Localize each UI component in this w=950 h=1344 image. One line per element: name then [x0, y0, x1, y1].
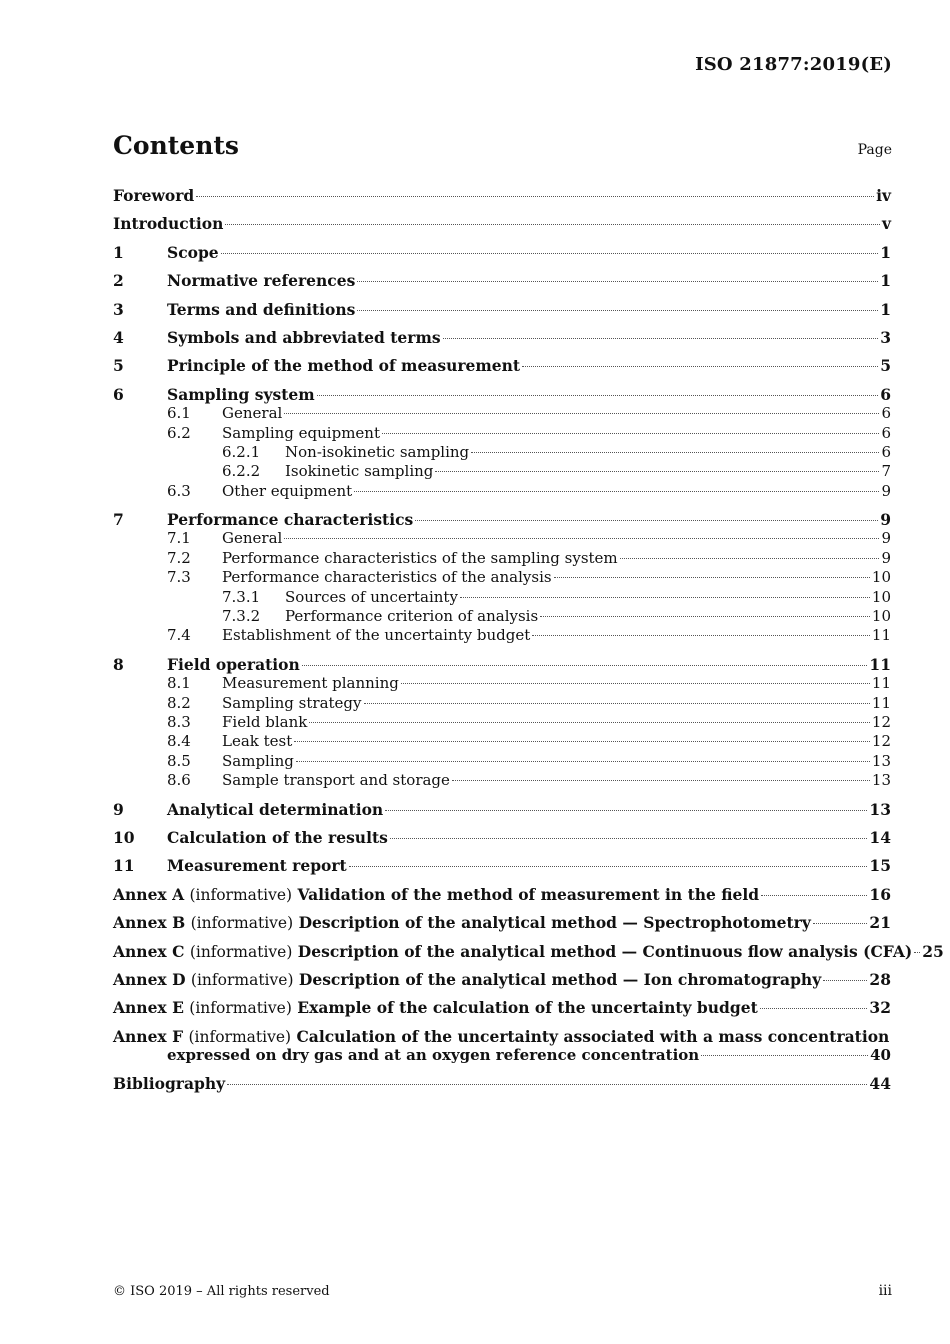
- toc-entry[interactable]: [113, 549, 891, 568]
- toc-entry-number: 3: [113, 299, 124, 319]
- annex-label: Annex B: [113, 913, 186, 933]
- toc-entry[interactable]: [113, 607, 891, 626]
- toc-entry-number: 4: [113, 327, 124, 347]
- toc-entry[interactable]: [113, 328, 891, 347]
- dot-leader: [813, 923, 868, 924]
- toc-entry-number: 8.6: [167, 771, 191, 790]
- toc-entry[interactable]: [113, 186, 891, 205]
- toc-entry-page: 9: [880, 510, 891, 530]
- dot-leader: [227, 1084, 867, 1085]
- dot-leader: [225, 224, 880, 225]
- toc-entry-title: Scope: [167, 242, 219, 262]
- toc-entry-title: Principle of the method of measurement: [167, 356, 521, 376]
- annex-label: Annex E: [113, 998, 184, 1018]
- toc-entry-number: 8.3: [167, 712, 191, 731]
- dot-leader: [620, 558, 880, 559]
- toc-entry-page: 6: [881, 442, 891, 461]
- dot-leader: [294, 741, 870, 742]
- dot-leader: [296, 761, 870, 762]
- toc-entry-title: Performance criterion of analysis: [285, 607, 539, 626]
- toc-entry-page: 12: [871, 712, 891, 731]
- toc-entry-title: Symbols and abbreviated terms: [167, 327, 441, 347]
- toc-entry-title: Performance characteristics of the sampling system: [222, 548, 618, 567]
- dot-leader: [284, 413, 879, 414]
- toc-entry[interactable]: [113, 404, 891, 423]
- annex-informative-tag: (informative): [189, 942, 293, 961]
- toc-entry[interactable]: [113, 510, 891, 529]
- toc-entry-page: v: [881, 214, 891, 234]
- annex-entry-page: 32: [869, 998, 891, 1018]
- annex-label: Annex C: [113, 941, 185, 961]
- toc-entry[interactable]: [113, 482, 891, 501]
- bibliography-title: Bibliography: [113, 1074, 226, 1094]
- toc-entry-title: Other equipment: [222, 481, 353, 500]
- dot-leader: [401, 683, 870, 684]
- toc-entry-page: 11: [871, 693, 891, 712]
- toc-entry-title: Sampling system: [167, 384, 315, 404]
- annex-title: Description of the analytical method — Spectrophotometry: [298, 913, 811, 933]
- toc-entry-number: 7.3.2: [222, 607, 261, 626]
- toc-entry-page: 1: [880, 299, 891, 319]
- toc-entry-title: Measurement report: [167, 856, 347, 876]
- toc-entry-number: 8: [113, 654, 124, 674]
- dot-leader: [443, 338, 879, 339]
- toc-entry-page: 5: [880, 356, 891, 376]
- toc-entry-page: 9: [881, 548, 891, 567]
- dot-leader: [460, 597, 870, 598]
- contents-heading: Contents: [113, 131, 240, 160]
- annex-title-line1: Calculation of the uncertainty associated with a mass concentration: [296, 1026, 890, 1046]
- toc-entry-number: 8.5: [167, 751, 191, 770]
- toc-entry-number: 6: [113, 384, 124, 404]
- toc-entry-page: 6: [881, 423, 891, 442]
- toc-entry-number: 9: [113, 799, 124, 819]
- toc-entry-number: 8.2: [167, 693, 191, 712]
- toc-entry-page: 10: [871, 587, 891, 606]
- dot-leader: [435, 471, 879, 472]
- toc-entry[interactable]: [113, 462, 891, 481]
- toc-entry-number: 8.1: [167, 674, 191, 693]
- annex-label: Annex D: [113, 969, 186, 989]
- toc-entry-page: 10: [871, 568, 891, 587]
- annex-label: Annex A: [113, 884, 185, 904]
- page-column-label: Page: [857, 142, 892, 158]
- toc-entry-title: Isokinetic sampling: [285, 462, 434, 481]
- annex-title: Example of the calculation of the uncertainty budget: [297, 998, 758, 1018]
- annex-entry-page: 16: [869, 884, 891, 904]
- dot-leader: [415, 520, 878, 521]
- annex-title: Description of the analytical method — Continuous flow analysis (CFA): [297, 941, 913, 961]
- dot-leader: [364, 703, 870, 704]
- dot-leader: [823, 980, 867, 981]
- dot-leader: [349, 866, 868, 867]
- toc-entry[interactable]: [113, 828, 891, 847]
- dot-leader: [452, 780, 870, 781]
- toc-entry[interactable]: [113, 752, 891, 771]
- annex-entry-title-group: [113, 913, 811, 933]
- toc-entry-number: 8.4: [167, 732, 191, 751]
- toc-entry-number: 7.3: [167, 568, 191, 587]
- toc-entry-number: 5: [113, 356, 124, 376]
- toc-entry-page: 11: [871, 674, 891, 693]
- dot-leader: [354, 491, 879, 492]
- footer-page-number: iii: [878, 1283, 892, 1299]
- dot-leader: [317, 395, 879, 396]
- toc-entry-title: Terms and definitions: [167, 299, 356, 319]
- toc-entry-title: General: [222, 529, 283, 548]
- dot-leader: [532, 635, 870, 636]
- toc-entry-title: Non-isokinetic sampling: [285, 442, 470, 461]
- toc-entry-page: 15: [869, 856, 891, 876]
- toc-entry-page: 13: [871, 771, 891, 790]
- annex-label: Annex F: [113, 1026, 184, 1046]
- annex-informative-tag: (informative): [189, 999, 292, 1018]
- annex-title-line2: expressed on dry gas and at an oxygen reference concentration: [167, 1046, 700, 1065]
- toc-entry-title: Leak test: [222, 732, 293, 751]
- annex-informative-tag: (informative): [190, 970, 294, 989]
- annex-entry-page: 40: [870, 1046, 891, 1065]
- toc-entry-number: 7.4: [167, 626, 191, 645]
- toc-entry-title: Performance characteristics: [167, 510, 414, 530]
- toc-entry-page: 3: [880, 327, 891, 347]
- toc-entry[interactable]: [113, 529, 891, 548]
- toc-entry-number: 6.2.2: [222, 462, 261, 481]
- toc-entry-page: 14: [869, 827, 891, 847]
- toc-entry-page: 6: [880, 384, 891, 404]
- toc-entry[interactable]: [113, 800, 891, 819]
- annex-entry[interactable]: [113, 998, 891, 1017]
- dot-leader: [385, 810, 867, 811]
- annex-entry[interactable]: [113, 885, 891, 904]
- toc-entry-number: 6.3: [167, 481, 191, 500]
- toc-entry[interactable]: [113, 626, 891, 645]
- toc-entry[interactable]: [113, 300, 891, 319]
- annex-entry-page: 21: [869, 913, 891, 933]
- dot-leader: [357, 281, 878, 282]
- toc-entry[interactable]: [113, 655, 891, 674]
- toc-entry-title: General: [222, 404, 283, 423]
- footer-copyright: © ISO 2019 – All rights reserved: [113, 1284, 330, 1299]
- dot-leader: [554, 577, 870, 578]
- toc-entry[interactable]: [113, 674, 891, 693]
- toc-entry-title: Sampling equipment: [222, 423, 380, 442]
- annex-entry-title-group: [113, 970, 821, 990]
- toc-entry-number: 2: [113, 271, 124, 291]
- toc-entry-title: Sources of uncertainty: [285, 587, 458, 606]
- dot-leader: [196, 196, 874, 197]
- toc-entry-page: 11: [871, 626, 891, 645]
- toc-entry-page: 10: [871, 607, 891, 626]
- dot-leader: [284, 538, 879, 539]
- toc-entry-page: 1: [880, 271, 891, 291]
- toc-entry-title: Measurement planning: [222, 674, 399, 693]
- annex-title: Validation of the method of measurement in the field: [297, 884, 760, 904]
- toc-entry-number: 6.2: [167, 423, 191, 442]
- toc-entry-number: 10: [113, 827, 135, 847]
- toc-entry-number: 7.1: [167, 529, 191, 548]
- toc-entry-page: iv: [876, 186, 891, 205]
- toc-entry-page: 11: [869, 654, 891, 674]
- bibliography-page: 44: [869, 1074, 891, 1094]
- toc-entry-title: Foreword: [113, 186, 195, 205]
- toc-entry-number: 7.3.1: [222, 587, 261, 606]
- toc-entry[interactable]: [113, 385, 891, 404]
- toc-entry[interactable]: [113, 568, 891, 587]
- dot-leader: [302, 665, 868, 666]
- annex-entry-title-group: [113, 942, 912, 962]
- annex-informative-tag: (informative): [190, 914, 294, 933]
- annex-title-line1-group: [113, 1027, 891, 1046]
- toc-entry-page: 9: [881, 529, 891, 548]
- annex-entry-page: 28: [869, 969, 891, 989]
- toc-entry-number: 7: [113, 510, 124, 530]
- toc-entry-page: 9: [881, 481, 891, 500]
- toc-entry-title: Analytical determination: [167, 799, 384, 819]
- dot-leader: [540, 616, 870, 617]
- dot-leader: [390, 838, 868, 839]
- dot-leader: [357, 310, 878, 311]
- dot-leader: [760, 1008, 868, 1009]
- bibliography-entry[interactable]: [113, 1074, 891, 1093]
- annex-informative-tag: (informative): [189, 885, 293, 904]
- annex-entry-title-group: [113, 998, 758, 1018]
- toc-entry-page: 13: [871, 751, 891, 770]
- toc-entry-title: Sampling: [222, 751, 294, 770]
- toc-entry[interactable]: [113, 694, 891, 713]
- toc-entry[interactable]: [113, 214, 891, 233]
- annex-entry[interactable]: [113, 970, 891, 989]
- toc-entry-number: 7.2: [167, 548, 191, 567]
- toc-entry-page: 13: [869, 799, 891, 819]
- toc-entry-title: Normative references: [167, 271, 356, 291]
- toc-entry-number: 6.1: [167, 404, 191, 423]
- annex-title: Description of the analytical method — Ion chromatography: [298, 969, 822, 989]
- toc-entry-title: Sample transport and storage: [222, 771, 450, 790]
- toc-entry-title: Sampling strategy: [222, 693, 362, 712]
- dot-leader: [471, 452, 879, 453]
- dot-leader: [914, 952, 920, 953]
- toc-entry[interactable]: [113, 424, 891, 443]
- document-id: ISO 21877:2019(E): [695, 54, 892, 75]
- dot-leader: [221, 253, 879, 254]
- toc-entry[interactable]: [113, 713, 891, 732]
- toc-entry[interactable]: [113, 771, 891, 790]
- toc-entry-page: 12: [871, 732, 891, 751]
- annex-entry[interactable]: [113, 1027, 891, 1066]
- toc-entry-title: Performance characteristics of the analysis: [222, 568, 552, 587]
- annex-entry-title-group: [113, 885, 759, 905]
- dot-leader: [382, 433, 879, 434]
- annex-entry[interactable]: [113, 941, 944, 961]
- dot-leader: [761, 895, 867, 896]
- toc-entry-page: 6: [881, 404, 891, 423]
- toc-entry-title: Field blank: [222, 712, 308, 731]
- toc-entry-page: 1: [880, 242, 891, 262]
- dot-leader: [522, 366, 878, 367]
- annex-entry[interactable]: [113, 913, 891, 932]
- toc-entry[interactable]: [113, 356, 891, 375]
- toc-entry-page: 7: [881, 462, 891, 481]
- dot-leader: [309, 722, 870, 723]
- table-of-contents: [113, 186, 944, 1094]
- toc-entry-title: Establishment of the uncertainty budget: [222, 626, 531, 645]
- annex-title-line2-row: [113, 1046, 891, 1065]
- annex-informative-tag: (informative): [188, 1027, 292, 1046]
- toc-entry-title: Introduction: [113, 214, 224, 234]
- toc-entry[interactable]: [113, 271, 891, 290]
- toc-entry[interactable]: [113, 732, 891, 751]
- toc-entry-number: 6.2.1: [222, 442, 261, 461]
- toc-entry[interactable]: [113, 243, 891, 262]
- toc-entry[interactable]: [113, 588, 891, 607]
- toc-entry-number: 11: [113, 856, 135, 876]
- annex-entry-page: 25: [922, 941, 944, 961]
- dot-leader: [701, 1055, 868, 1056]
- toc-entry-title: Field operation: [167, 654, 300, 674]
- toc-entry-title: Calculation of the results: [167, 827, 388, 847]
- toc-entry-number: 1: [113, 242, 124, 262]
- toc-entry[interactable]: [113, 856, 891, 875]
- toc-entry[interactable]: [113, 443, 891, 462]
